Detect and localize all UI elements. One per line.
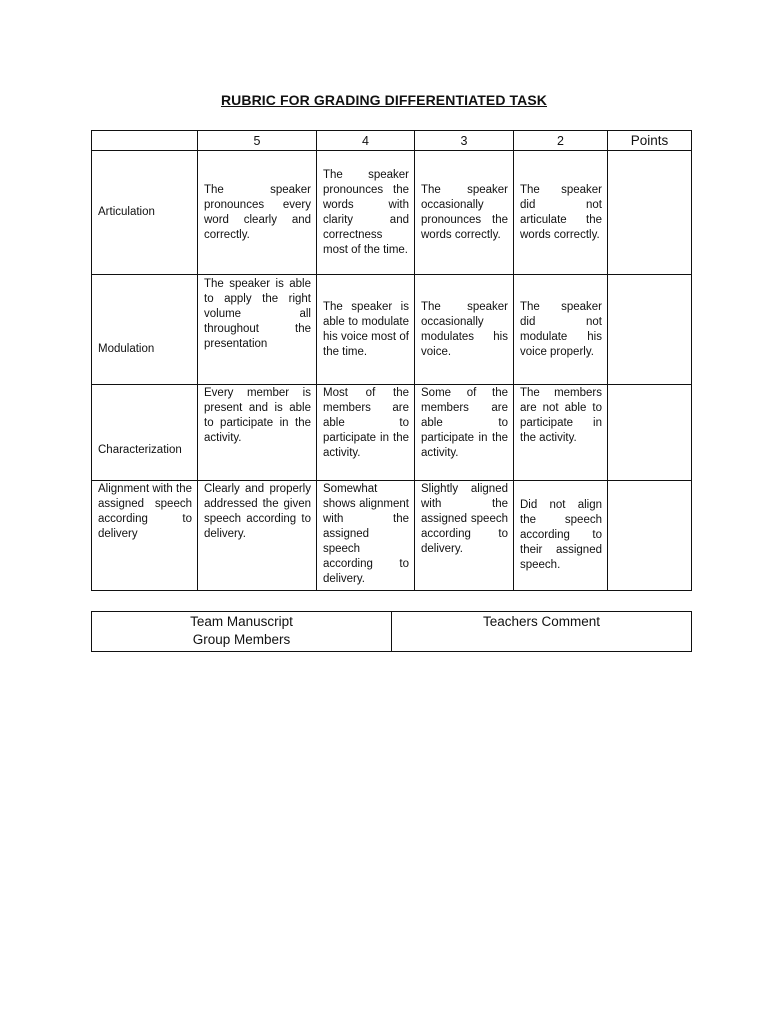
score-2-text: The members are not able to participate in the activity.	[520, 387, 602, 444]
points-cell[interactable]	[608, 385, 692, 481]
score-5-cell	[198, 151, 317, 275]
rubric-row-alignment	[92, 481, 692, 591]
criterion-cell	[92, 481, 198, 591]
score-4-text: The speaker pronounces the words with clarity and correctness most of the time.	[323, 168, 409, 256]
points-cell[interactable]	[608, 151, 692, 275]
criterion-label: Modulation	[98, 343, 155, 355]
teachers-comment-label: Teachers Comment	[482, 614, 601, 629]
score-2-cell	[514, 481, 608, 591]
criterion-cell	[92, 385, 198, 481]
rubric-header-row	[92, 131, 692, 151]
score-2-cell	[514, 151, 608, 275]
header-score-5: 5	[198, 131, 317, 151]
score-5-text: Every member is present and is able to participate in the activity.	[204, 387, 311, 444]
score-3-text: The speaker occasionally modulates his voice.	[421, 300, 508, 358]
criterion-cell	[92, 151, 198, 275]
group-members-label: Group Members	[192, 632, 291, 647]
points-cell[interactable]	[608, 275, 692, 385]
score-3-text: The speaker occasionally pronounces the words correctly.	[421, 183, 508, 241]
criterion-label: Articulation	[98, 206, 155, 218]
score-3-cell	[415, 151, 514, 275]
score-5-cell	[198, 275, 317, 385]
header-points: Points	[608, 131, 692, 151]
score-5-text: The speaker is able to apply the right volume all throughout the presentation	[204, 278, 311, 350]
score-4-text: The speaker is able to modulate his voice most of the time.	[323, 300, 409, 358]
score-2-cell	[514, 385, 608, 481]
score-2-cell	[514, 275, 608, 385]
comment-row	[92, 612, 692, 652]
header-criterion	[92, 131, 198, 151]
criterion-label: Alignment with the assigned speech according to delivery	[98, 483, 192, 540]
score-5-text: Clearly and properly addressed the given speech according to delivery.	[204, 483, 311, 540]
criterion-label: Characterization	[98, 444, 182, 456]
score-4-text: Somewhat shows alignment with the assigned speech according to delivery.	[323, 483, 409, 585]
rubric-row-modulation	[92, 275, 692, 385]
points-cell[interactable]	[608, 481, 692, 591]
team-manuscript-label: Team Manuscript	[190, 614, 293, 629]
score-4-cell	[317, 151, 415, 275]
score-3-text: Some of the members are able to participate in the activity.	[421, 387, 508, 459]
document-title: RUBRIC FOR GRADING DIFFERENTIATED TASK	[220, 92, 548, 108]
team-manuscript-cell[interactable]	[92, 612, 392, 652]
score-2-text: Did not align the speech according to their assigned speech.	[520, 499, 602, 571]
score-2-text: The speaker did not modulate his voice properly.	[520, 300, 602, 358]
rubric-table	[91, 130, 692, 591]
score-2-text: The speaker did not articulate the words correctly.	[520, 183, 602, 241]
score-4-cell	[317, 481, 415, 591]
header-score-4: 4	[317, 131, 415, 151]
score-3-cell	[415, 481, 514, 591]
score-4-cell	[317, 385, 415, 481]
rubric-row-characterization	[92, 385, 692, 481]
criterion-cell	[92, 275, 198, 385]
comment-table	[91, 611, 692, 652]
score-5-cell	[198, 481, 317, 591]
header-score-3: 3	[415, 131, 514, 151]
score-4-text: Most of the members are able to participate in the activity.	[323, 387, 409, 459]
rubric-row-articulation	[92, 151, 692, 275]
header-score-2: 2	[514, 131, 608, 151]
teachers-comment-cell[interactable]	[392, 612, 692, 652]
score-3-text: Slightly aligned with the assigned speech according to delivery.	[421, 483, 508, 555]
score-3-cell	[415, 385, 514, 481]
score-5-text: The speaker pronounces every word clearly and correctly.	[204, 183, 311, 241]
score-4-cell	[317, 275, 415, 385]
score-3-cell	[415, 275, 514, 385]
score-5-cell	[198, 385, 317, 481]
